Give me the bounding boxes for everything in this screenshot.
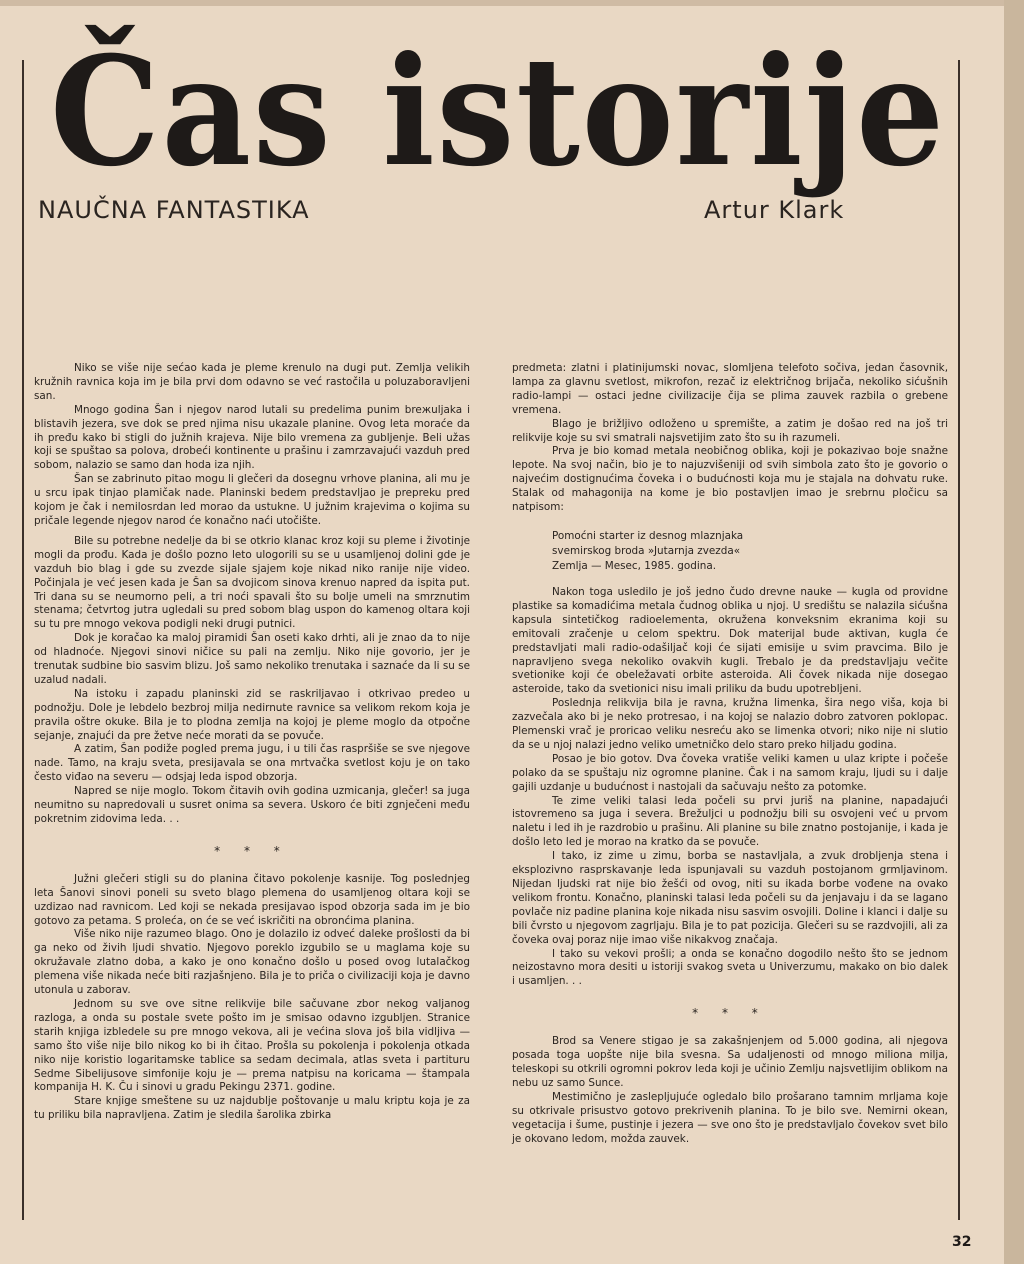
paragraph: Te zime veliki talasi leda počeli su prvi juriš na planine, napadajući istovremeno sa juga i severa. Brežuljci u podnožju bili su osvojeni već u prvom naletu i led ih je razdrobio u prašinu. Ali planine su bile znatno postojanije, i kada je došlo leto led je morao na kratko da se povuče. <box>512 794 948 849</box>
paragraph: I tako, iz zime u zimu, borba se nastavljala, a zvuk drobljenja stena i eksplozivno rasprskavanje leda ispunjavali su vazduh postojanom grmljavinom. Nijedan ljudski rat nije bio žešći od ovog, niti su ikada borbe vođene na ovako velikom frontu. Konačno, planinski talasi leda počeli su da jenjavaju i da se lagano povlače niz padine planina koje nikada nisu sasvim osvojili. Doline i klanci i dalje su bili čvrsto u njegovom zagrljaju. Bila je to pat pozicija. Glečeri su se razdvojili, ali za čoveka ovaj poraz nije imao više nikakvog značaja. <box>512 850 948 946</box>
paragraph: Mnogo godina Šan i njegov narod lutali su predelima punim breжuljaka i blistavih jezera, sve dok se pred njima nisu ukazale planine. Ovog leta moraće da ih pređu kako bi stigli do južnih krajeva. Nije bilo vremena za gubljenje. Beli užas koji se spuštao sa polova, drobeći kontinente u prašinu i zamrzavajući vazduh pred sobom, nalazio se samo dan hoda iza njih. <box>34 403 470 472</box>
paragraph: Bile su potrebne nedelje da bi se otkrio klanac kroz koji su pleme i životinje mogli da prođu. Kada je došlo pozno leto ulogorili su se u usamljenoj dolini gde je vazduh bio blag i gde su zvezde sijale sjajem koje nikad niko ranije nije video. Počinjala je već jesen kada je Šan sa dvojicom sinova krenuo napred da ispita put. Tri dana su se neumorno peli, a tri noći spavali što su bolje umeli na smrznutim stenama; četvrtog jutra ugledali su pred sobom blag uspon do kamenog oltara koji su tu pre mnogo vekova podigli neki drugi putnici. <box>34 534 470 631</box>
paragraph: Napred se nije moglo. Tokom čitavih ovih godina uzmicanja, glečer! sa juga neumitno su napredovali u susret onima sa severa. Uskoro će biti zgnječeni među pokretnim zidovima leda. . . <box>34 785 470 825</box>
right-column <box>512 362 948 1146</box>
paragraph: Šan se zabrinuto pitao mogu li glečeri da dosegnu vrhove planina, ali mu je u srcu ipak tinjao plamičak nade. Planinski bedem predstavljao je prepreku pred kojom je čak i nemilosrdan led morao da ustukne. U južnim krajevima o kojima su pričale legende njegov narod će konačno naći utočište. <box>34 473 470 527</box>
paragraph: Jednom su sve ove sitne relikvije bile sačuvane zbor nekog valjanog razloga, a onda su postale svete pošto im je smisao odavno izgubljen. Stranice starih knjiga izbledele su pre mnogo vekova, ali je većina slova još bila vidljiva — samo što više nije bilo nikog ko bi ih čitao. Prošla su pokolenja i pokolenja otkada niko nije koristio logaritamske tablice sa sedam decimala, atlas sveta i partituru Sedme Sibelijusove simfonije koju je — prema natpisu na koricama — štampala kompanija H. K. Ču i sinovi u gradu Pekingu 2371. godine. <box>34 997 470 1094</box>
paragraph: Stare knjige smeštene su uz najdublje poštovanje u malu kriptu koja je za tu priliku bila napravljena. Zatim je sledila šarolika zbirka <box>34 1095 470 1122</box>
section-separator: * * * <box>692 1006 768 1021</box>
page-border-left <box>22 60 24 1220</box>
paragraph: Mestimično je zaslepljujuće ogledalo bilo prošarano tamnim mrljama koje su otkrivale prisustvo gotovo prekrivenih planina. To je bilo sve. Nemirni okean, vegetacija i šume, pustinje i jezera — sve ono što je predstavljalo čovekov svet bilo je okovano ledom, možda zauvek. <box>512 1090 948 1145</box>
paragraph: Posao je bio gotov. Dva čoveka vratiše veliki kamen u ulaz kripte i počeše polako da se spuštaju niz ogromne planine. Čak i na samom kraju, ljudi su i dalje gajili uzdanje u budućnost i nastojali da sačuvaju nešto za potomke. <box>512 752 948 793</box>
scan-right-strip <box>1004 0 1024 1264</box>
section-label: NAUČNA FANTASTIKA <box>38 196 310 224</box>
plaque-line: Pomoćni starter iz desnog mlaznjaka <box>552 529 744 542</box>
paragraph: predmeta: zlatni i platinijumski novac, slomljena telefoto sočiva, jedan časovnik, lampa za glavnu svetlost, mikrofon, rezač iz električnog brijača, nekoliko sićušnih radio-lampi — ostaci jedne civilizacije čija se plima zauvek razbila o grebene vremena. <box>512 362 948 416</box>
paragraph: A zatim, Šan podiže pogled prema jugu, i u tili čas raspršiše se sve njegove nade. Tamo, na kraju sveta, presijavala se ona mrtvačka svetlost koju je on tako često viđao na severu — odsjaj leda ispod obzorja. <box>34 743 470 784</box>
paragraph: Poslednja relikvija bila je ravna, kružna limenka, šira nego viša, koja bi zazvečala ako bi je neko protresao, i na kojoj se nalazio dobro zatvoren poklopac. Plemenski vrač je proricao veliku nesreću ako se limenka otvori; niko nije ni slutio da se u njoj nalazi jedno veliko umetničko delo staro preko hiljadu godina. <box>512 697 948 751</box>
page-border-right <box>958 60 960 1220</box>
author-name: Artur Klark <box>704 196 845 224</box>
plaque-inscription <box>552 529 948 574</box>
scan-top-band <box>0 0 1024 6</box>
paragraph: Južni glečeri stigli su do planina čitavo pokolenje kasnije. Tog poslednjeg leta Šanovi sinovi poneli su sveto blago plemena do usamljenog oltara koji se uzdizao nad ravnicom. Led koji se nekada presijavao ispod obzorja sada im je bio gotovo za petama. S proleća, on će se već iskričiti na obronćima planina. <box>34 872 470 927</box>
page-number: 32 <box>952 1234 972 1250</box>
paragraph: I tako su vekovi prošli; a onda se konačno dogodilo nešto što se jednom neizostavno mora desiti u istoriji svakog sveta u Univerzumu, makako on bio dalek i usamljen. . . <box>512 947 948 988</box>
paragraph: Niko se više nije sećao kada je pleme krenulo na dugi put. Zemlja velikih kružnih ravnica koja im je bila prvi dom odavno se već rastočila u poluzaboravljeni san. <box>34 362 470 402</box>
left-column <box>34 362 470 1123</box>
paragraph: Brod sa Venere stigao je sa zakašnjenjem od 5.000 godina, ali njegova posada toga uopšte nije bila svesna. Sa udaljenosti od mnogo miliona milja, teleskopi su otkrili ogromni pokrov leda koji je učinio Zemlju najsvetlijim oblikom na nebu uz samo Sunce. <box>512 1035 948 1089</box>
article-title: Čas istorije <box>50 24 946 200</box>
paragraph: Na istoku i zapadu planinski zid se raskriljavao i otkrivao predeo u podnožju. Dole je lebdelo bezbroj milja nedirnute ravnice sa velikom rekom koja je pravila oštre okuke. Bila je to plodna zemlja na kojoj je pleme moglo da otpočne sejanje, znajući da pre žetve neće morati da se povuče. <box>34 687 470 742</box>
plaque-line: svemirskog broda »Jutarnja zvezda« <box>552 544 741 557</box>
plaque-line: Zemlja — Mesec, 1985. godina. <box>552 559 716 572</box>
section-separator: * * * <box>214 843 290 858</box>
paragraph: Prva je bio komad metala neobičnog oblika, koji je pokazivao boje snažne lepote. Na svoj način, bio je to najuzvišeniji od svih simbola zato što je govorio o najvećim dostignućima čoveka i o budućnosti koja mu je stajala na dohvatu ruke. Stalak od mahagonija na kome je bio postavljen imao je srebrnu pločicu sa natpisom: <box>512 445 948 514</box>
paragraph: Nakon toga usledilo je još jedno čudo drevne nauke — kugla od providne plastike sa komadićima metala čudnog oblika u njoj. U središtu se nalazila sićušna kapsula sintetičkog radioelementa, okružena konveksnim ekranima koji su emitovali zračenje u celom spektru. Dok materijal bude aktivan, kugla će predstavljati mali radio-odašiljač koji će sijati emisije u svim pravcima. Bilo je napravljeno svega nekoliko ovakvih kugli. Trebalo je da predstavljaju večite svetionike koji će obeležavati orbite asteroida. Ali čovek nikada nije dosegao asteroide, tako da svetionici nisu imali priliku da budu upotrebljeni. <box>512 585 948 696</box>
paragraph: Dok je koračao ka maloj piramidi Šan oseti kako drhti, ali je znao da to nije od hladnoće. Njegovi sinovi ničice su pali na zemlju. Niko nije govorio, jer je trenutak sudbine bio sasvim blizu. Još samo nekoliko trenutaka i saznaće da li su se uzalud nadali. <box>34 632 470 686</box>
paragraph: Blago je brižljivo odloženo u spremište, a zatim je došao red na još tri relikvije koje su svi smatrali najsvetijim zato što su ih razumeli. <box>512 417 948 444</box>
paragraph: Više niko nije razumeo blago. Ono je dolazilo iz odveć daleke prošlosti da bi ga neko od živih ljudi shvatio. Njegovo poreklo izgubilo se u maglama koje su okružavale zlatno doba, a kako je ono konačno došlo u posed ovog lutalačkog plemena više nikada neće biti razjašnjeno. Bila je to priča o civilizaciji koja je davno utonula u zaborav. <box>34 928 470 997</box>
